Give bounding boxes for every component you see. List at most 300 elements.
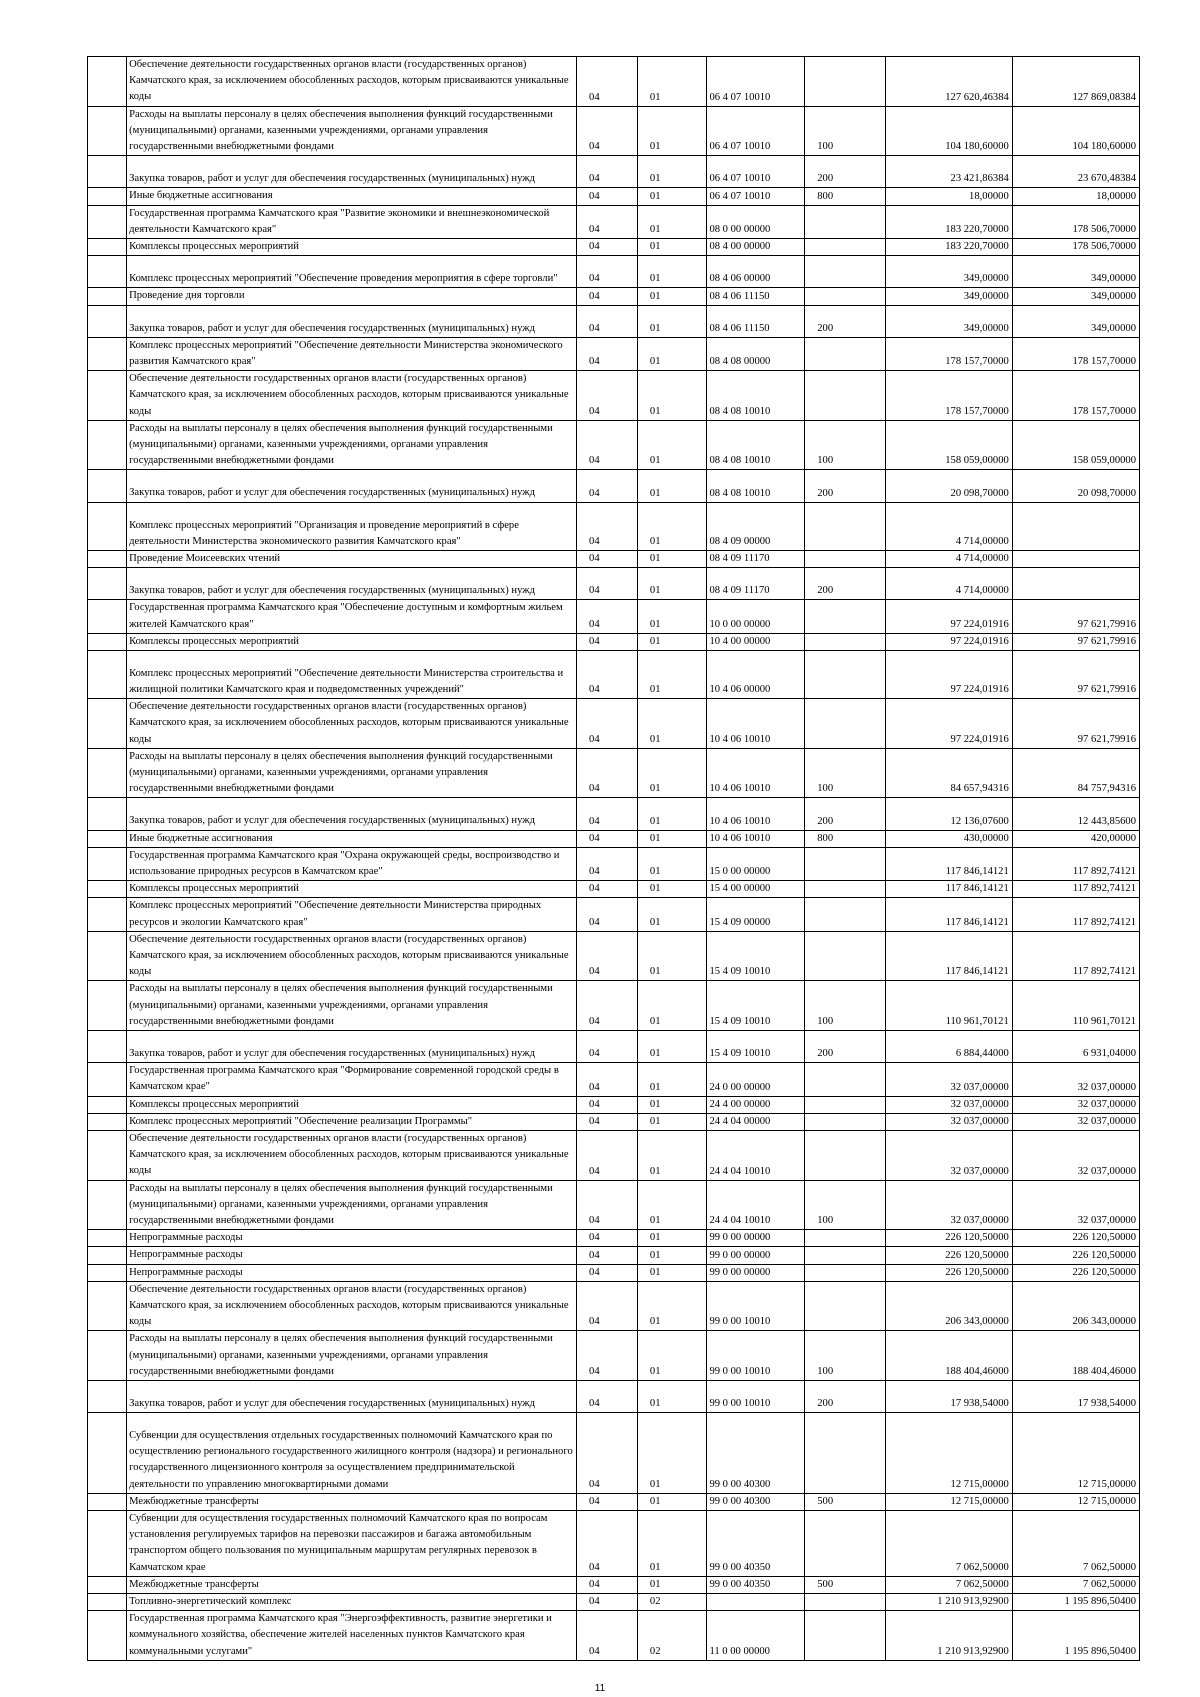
subsection-code: 01 [637, 1381, 707, 1413]
amount-year-1: 349,00000 [885, 305, 1012, 337]
empty-cell [88, 1510, 127, 1576]
section-code: 04 [577, 981, 638, 1031]
target-article-code: 08 4 09 11170 [707, 550, 805, 567]
subsection-code: 01 [637, 106, 707, 156]
row-name: Расходы на выплаты персоналу в целях обеспечения выполнения функций государственными (муниципальными) органами, казенными учреждениями, органами управления государственными внебюджетными фондами [127, 981, 577, 1031]
amount-year-1: 1 210 913,92900 [885, 1594, 1012, 1611]
row-name: Государственная программа Камчатского края "Развитие экономики и внешнеэкономической деятельности Камчатского края" [127, 205, 577, 238]
empty-cell [88, 600, 127, 633]
amount-year-2: 32 037,00000 [1012, 1063, 1139, 1096]
subsection-code: 01 [637, 931, 707, 981]
amount-year-1: 430,00000 [885, 830, 1012, 847]
amount-year-1: 12 715,00000 [885, 1493, 1012, 1510]
section-code: 04 [577, 106, 638, 156]
table-row [88, 699, 1140, 749]
target-article-code: 99 0 00 00000 [707, 1247, 805, 1264]
table-row [88, 830, 1140, 847]
subsection-code: 01 [637, 188, 707, 205]
amount-year-1: 4 714,00000 [885, 550, 1012, 567]
empty-cell [88, 748, 127, 798]
section-code: 04 [577, 1230, 638, 1247]
row-name: Государственная программа Камчатского края "Энергоэффективность, развитие энергетики и коммунального хозяйства, обеспечение жителей населенных пунктов Камчатского края коммунальными услугами" [127, 1611, 577, 1661]
expense-type-code [805, 1247, 885, 1264]
row-name: Государственная программа Камчатского края "Обеспечение доступным и комфортным жильем жителей Камчатского края" [127, 600, 577, 633]
amount-year-2: 84 757,94316 [1012, 748, 1139, 798]
expense-type-code [805, 256, 885, 288]
empty-cell [88, 699, 127, 749]
empty-cell [88, 288, 127, 305]
empty-cell [88, 188, 127, 205]
expense-type-code [805, 1413, 885, 1494]
row-name: Иные бюджетные ассигнования [127, 830, 577, 847]
amount-year-2 [1012, 550, 1139, 567]
amount-year-2: 178 157,70000 [1012, 371, 1139, 421]
section-code: 04 [577, 470, 638, 502]
expense-type-code [805, 1510, 885, 1576]
amount-year-2: 97 621,79916 [1012, 699, 1139, 749]
row-name: Проведение дня торговли [127, 288, 577, 305]
row-name: Проведение Моисеевских чтений [127, 550, 577, 567]
amount-year-1: 178 157,70000 [885, 337, 1012, 370]
row-name: Комплексы процессных мероприятий [127, 633, 577, 650]
expense-type-code: 100 [805, 981, 885, 1031]
section-code: 04 [577, 1113, 638, 1130]
section-code: 04 [577, 1510, 638, 1576]
amount-year-2: 97 621,79916 [1012, 650, 1139, 698]
amount-year-2 [1012, 502, 1139, 550]
expense-type-code [805, 1063, 885, 1096]
expense-type-code [805, 288, 885, 305]
expense-type-code [805, 1594, 885, 1611]
target-article-code: 08 4 09 11170 [707, 568, 805, 600]
table-row [88, 337, 1140, 370]
empty-cell [88, 1381, 127, 1413]
section-code: 04 [577, 288, 638, 305]
expense-type-code [805, 1096, 885, 1113]
expense-type-code: 800 [805, 188, 885, 205]
expense-type-code: 200 [805, 568, 885, 600]
table-row [88, 881, 1140, 898]
row-name: Обеспечение деятельности государственных органов власти (государственных органов) Камчатского края, за исключением обособленных расходов, которым присваиваются уникальные коды [127, 931, 577, 981]
expense-type-code [805, 898, 885, 931]
empty-cell [88, 847, 127, 880]
row-name: Расходы на выплаты персоналу в целях обеспечения выполнения функций государственными (муниципальными) органами, казенными учреждениями, органами управления государственными внебюджетными фондами [127, 106, 577, 156]
row-name: Комплексы процессных мероприятий [127, 881, 577, 898]
table-row [88, 568, 1140, 600]
empty-cell [88, 830, 127, 847]
amount-year-2: 349,00000 [1012, 256, 1139, 288]
table-row [88, 798, 1140, 830]
expense-type-code [805, 600, 885, 633]
subsection-code: 01 [637, 156, 707, 188]
row-name: Иные бюджетные ассигнования [127, 188, 577, 205]
target-article-code: 15 4 00 00000 [707, 881, 805, 898]
row-name: Обеспечение деятельности государственных органов власти (государственных органов) Камчатского края, за исключением обособленных расходов, которым присваиваются уникальные коды [127, 1131, 577, 1181]
row-name: Непрограммные расходы [127, 1230, 577, 1247]
expense-type-code: 200 [805, 798, 885, 830]
section-code: 04 [577, 188, 638, 205]
amount-year-1: 97 224,01916 [885, 650, 1012, 698]
subsection-code: 01 [637, 568, 707, 600]
amount-year-1: 18,00000 [885, 188, 1012, 205]
expense-type-code [805, 1611, 885, 1661]
target-article-code: 99 0 00 40350 [707, 1510, 805, 1576]
empty-cell [88, 1247, 127, 1264]
amount-year-2: 12 715,00000 [1012, 1493, 1139, 1510]
amount-year-2: 1 195 896,50400 [1012, 1611, 1139, 1661]
amount-year-1: 349,00000 [885, 288, 1012, 305]
section-code: 04 [577, 898, 638, 931]
amount-year-2: 226 120,50000 [1012, 1247, 1139, 1264]
section-code: 04 [577, 1180, 638, 1230]
amount-year-1: 183 220,70000 [885, 239, 1012, 256]
empty-cell [88, 57, 127, 107]
target-article-code: 08 4 08 10010 [707, 420, 805, 470]
subsection-code: 01 [637, 256, 707, 288]
table-row [88, 600, 1140, 633]
target-article-code: 08 0 00 00000 [707, 205, 805, 238]
table-row [88, 420, 1140, 470]
table-row [88, 1381, 1140, 1413]
amount-year-2: 32 037,00000 [1012, 1096, 1139, 1113]
empty-cell [88, 568, 127, 600]
target-article-code: 06 4 07 10010 [707, 156, 805, 188]
budget-table [87, 56, 1140, 1661]
target-article-code: 10 4 06 10010 [707, 748, 805, 798]
expense-type-code [805, 57, 885, 107]
empty-cell [88, 1413, 127, 1494]
empty-cell [88, 239, 127, 256]
expense-type-code: 100 [805, 748, 885, 798]
subsection-code: 01 [637, 847, 707, 880]
subsection-code: 02 [637, 1611, 707, 1661]
subsection-code: 01 [637, 1180, 707, 1230]
target-article-code: 06 4 07 10010 [707, 57, 805, 107]
table-row [88, 847, 1140, 880]
expense-type-code [805, 1281, 885, 1331]
table-row [88, 470, 1140, 502]
table-row [88, 205, 1140, 238]
subsection-code: 01 [637, 239, 707, 256]
amount-year-2: 117 892,74121 [1012, 881, 1139, 898]
row-name: Расходы на выплаты персоналу в целях обеспечения выполнения функций государственными (муниципальными) органами, казенными учреждениями, органами управления государственными внебюджетными фондами [127, 1180, 577, 1230]
table-row [88, 748, 1140, 798]
amount-year-1: 226 120,50000 [885, 1230, 1012, 1247]
target-article-code: 99 0 00 10010 [707, 1281, 805, 1331]
table-row [88, 931, 1140, 981]
row-name: Межбюджетные трансферты [127, 1576, 577, 1593]
target-article-code: 10 4 06 10010 [707, 830, 805, 847]
section-code: 04 [577, 550, 638, 567]
amount-year-1: 117 846,14121 [885, 881, 1012, 898]
empty-cell [88, 205, 127, 238]
amount-year-2: 178 157,70000 [1012, 337, 1139, 370]
expense-type-code [805, 1264, 885, 1281]
table-row [88, 57, 1140, 107]
subsection-code: 01 [637, 898, 707, 931]
empty-cell [88, 1131, 127, 1181]
target-article-code: 24 4 04 10010 [707, 1131, 805, 1181]
target-article-code: 15 4 09 00000 [707, 898, 805, 931]
subsection-code: 01 [637, 699, 707, 749]
expense-type-code: 100 [805, 420, 885, 470]
amount-year-1: 97 224,01916 [885, 699, 1012, 749]
section-code: 04 [577, 600, 638, 633]
expense-type-code [805, 931, 885, 981]
empty-cell [88, 156, 127, 188]
amount-year-1: 32 037,00000 [885, 1096, 1012, 1113]
subsection-code: 01 [637, 633, 707, 650]
section-code: 04 [577, 1063, 638, 1096]
expense-type-code [805, 550, 885, 567]
table-row [88, 188, 1140, 205]
empty-cell [88, 502, 127, 550]
amount-year-2: 32 037,00000 [1012, 1113, 1139, 1130]
section-code: 04 [577, 1611, 638, 1661]
row-name: Обеспечение деятельности государственных органов власти (государственных органов) Камчатского края, за исключением обособленных расходов, которым присваиваются уникальные коды [127, 1281, 577, 1331]
empty-cell [88, 1180, 127, 1230]
target-article-code: 99 0 00 00000 [707, 1230, 805, 1247]
section-code: 04 [577, 1096, 638, 1113]
table-row [88, 371, 1140, 421]
subsection-code: 01 [637, 205, 707, 238]
row-name: Непрограммные расходы [127, 1264, 577, 1281]
row-name: Межбюджетные трансферты [127, 1493, 577, 1510]
expense-type-code [805, 1113, 885, 1130]
empty-cell [88, 1063, 127, 1096]
amount-year-2: 110 961,70121 [1012, 981, 1139, 1031]
expense-type-code [805, 699, 885, 749]
amount-year-2: 97 621,79916 [1012, 633, 1139, 650]
subsection-code: 01 [637, 337, 707, 370]
section-code: 04 [577, 881, 638, 898]
amount-year-2: 32 037,00000 [1012, 1131, 1139, 1181]
subsection-code: 01 [637, 1230, 707, 1247]
section-code: 04 [577, 502, 638, 550]
amount-year-1: 127 620,46384 [885, 57, 1012, 107]
section-code: 04 [577, 420, 638, 470]
table-row [88, 1063, 1140, 1096]
empty-cell [88, 1611, 127, 1661]
amount-year-2: 6 931,04000 [1012, 1031, 1139, 1063]
target-article-code: 24 4 04 10010 [707, 1180, 805, 1230]
expense-type-code: 200 [805, 156, 885, 188]
row-name: Закупка товаров, работ и услуг для обеспечения государственных (муниципальных) нужд [127, 798, 577, 830]
target-article-code: 15 4 09 10010 [707, 1031, 805, 1063]
amount-year-2: 178 506,70000 [1012, 239, 1139, 256]
section-code: 04 [577, 699, 638, 749]
amount-year-2: 12 715,00000 [1012, 1413, 1139, 1494]
target-article-code: 10 4 06 10010 [707, 699, 805, 749]
empty-cell [88, 1594, 127, 1611]
section-code: 04 [577, 1576, 638, 1593]
empty-cell [88, 470, 127, 502]
section-code: 04 [577, 1594, 638, 1611]
empty-cell [88, 1264, 127, 1281]
subsection-code: 01 [637, 1264, 707, 1281]
table-row [88, 1131, 1140, 1181]
table-row [88, 1180, 1140, 1230]
subsection-code: 01 [637, 881, 707, 898]
row-name: Закупка товаров, работ и услуг для обеспечения государственных (муниципальных) нужд [127, 1031, 577, 1063]
target-article-code [707, 1594, 805, 1611]
amount-year-1: 110 961,70121 [885, 981, 1012, 1031]
amount-year-1: 12 136,07600 [885, 798, 1012, 830]
subsection-code: 01 [637, 550, 707, 567]
subsection-code: 01 [637, 1247, 707, 1264]
amount-year-2: 117 892,74121 [1012, 931, 1139, 981]
target-article-code: 08 4 09 00000 [707, 502, 805, 550]
expense-type-code [805, 205, 885, 238]
empty-cell [88, 898, 127, 931]
amount-year-1: 117 846,14121 [885, 847, 1012, 880]
empty-cell [88, 371, 127, 421]
table-row [88, 1230, 1140, 1247]
row-name: Закупка товаров, работ и услуг для обеспечения государственных (муниципальных) нужд [127, 568, 577, 600]
expense-type-code [805, 847, 885, 880]
budget-table-body [88, 57, 1140, 1661]
target-article-code: 08 4 08 10010 [707, 371, 805, 421]
target-article-code: 15 4 09 10010 [707, 931, 805, 981]
amount-year-1: 117 846,14121 [885, 931, 1012, 981]
empty-cell [88, 337, 127, 370]
row-name: Комплексы процессных мероприятий [127, 239, 577, 256]
row-name: Комплекс процессных мероприятий "Организация и проведение мероприятий в сфере деятельности Министерства экономического развития Камчатского края" [127, 502, 577, 550]
table-row [88, 305, 1140, 337]
section-code: 04 [577, 748, 638, 798]
table-row [88, 239, 1140, 256]
table-row [88, 981, 1140, 1031]
row-name: Расходы на выплаты персоналу в целях обеспечения выполнения функций государственными (муниципальными) органами, казенными учреждениями, органами управления государственными внебюджетными фондами [127, 1331, 577, 1381]
section-code: 04 [577, 650, 638, 698]
expense-type-code [805, 633, 885, 650]
section-code: 04 [577, 798, 638, 830]
amount-year-2: 127 869,08384 [1012, 57, 1139, 107]
amount-year-2: 1 195 896,50400 [1012, 1594, 1139, 1611]
table-row [88, 156, 1140, 188]
empty-cell [88, 305, 127, 337]
amount-year-2: 97 621,79916 [1012, 600, 1139, 633]
table-row [88, 1331, 1140, 1381]
amount-year-2: 117 892,74121 [1012, 847, 1139, 880]
amount-year-1: 32 037,00000 [885, 1131, 1012, 1181]
subsection-code: 01 [637, 1063, 707, 1096]
section-code: 04 [577, 1031, 638, 1063]
row-name: Расходы на выплаты персоналу в целях обеспечения выполнения функций государственными (муниципальными) органами, казенными учреждениями, органами управления государственными внебюджетными фондами [127, 420, 577, 470]
subsection-code: 01 [637, 798, 707, 830]
amount-year-2: 349,00000 [1012, 305, 1139, 337]
row-name: Закупка товаров, работ и услуг для обеспечения государственных (муниципальных) нужд [127, 1381, 577, 1413]
empty-cell [88, 106, 127, 156]
row-name: Обеспечение деятельности государственных органов власти (государственных органов) Камчатского края, за исключением обособленных расходов, которым присваиваются уникальные коды [127, 699, 577, 749]
empty-cell [88, 256, 127, 288]
subsection-code: 01 [637, 748, 707, 798]
table-row [88, 288, 1140, 305]
expense-type-code [805, 1131, 885, 1181]
target-article-code: 10 0 00 00000 [707, 600, 805, 633]
amount-year-1: 23 421,86384 [885, 156, 1012, 188]
target-article-code: 10 4 06 10010 [707, 798, 805, 830]
amount-year-1: 183 220,70000 [885, 205, 1012, 238]
table-row [88, 1264, 1140, 1281]
empty-cell [88, 981, 127, 1031]
amount-year-1: 97 224,01916 [885, 600, 1012, 633]
empty-cell [88, 650, 127, 698]
table-row [88, 650, 1140, 698]
amount-year-1: 226 120,50000 [885, 1264, 1012, 1281]
expense-type-code: 500 [805, 1576, 885, 1593]
subsection-code: 01 [637, 502, 707, 550]
target-article-code: 15 4 09 10010 [707, 981, 805, 1031]
expense-type-code [805, 502, 885, 550]
amount-year-2: 349,00000 [1012, 288, 1139, 305]
table-row [88, 550, 1140, 567]
empty-cell [88, 633, 127, 650]
subsection-code: 01 [637, 1031, 707, 1063]
amount-year-1: 226 120,50000 [885, 1247, 1012, 1264]
target-article-code: 08 4 08 00000 [707, 337, 805, 370]
expense-type-code: 200 [805, 470, 885, 502]
empty-cell [88, 550, 127, 567]
row-name: Субвенции для осуществления государственных полномочий Камчатского края по вопросам установления регулируемых тарифов на перевозки пассажиров и багажа автомобильным транспортом общего пользования по муниципальным маршрутам регулярных перевозок в Камчатском крае [127, 1510, 577, 1576]
amount-year-1: 17 938,54000 [885, 1381, 1012, 1413]
expense-type-code [805, 881, 885, 898]
expense-type-code: 800 [805, 830, 885, 847]
amount-year-1: 178 157,70000 [885, 371, 1012, 421]
section-code: 04 [577, 156, 638, 188]
subsection-code: 01 [637, 1510, 707, 1576]
row-name: Топливно-энергетический комплекс [127, 1594, 577, 1611]
amount-year-1: 32 037,00000 [885, 1063, 1012, 1096]
row-name: Комплекс процессных мероприятий "Обеспечение реализации Программы" [127, 1113, 577, 1130]
subsection-code: 01 [637, 1096, 707, 1113]
subsection-code: 01 [637, 420, 707, 470]
amount-year-1: 117 846,14121 [885, 898, 1012, 931]
amount-year-2: 7 062,50000 [1012, 1510, 1139, 1576]
empty-cell [88, 1096, 127, 1113]
subsection-code: 01 [637, 1413, 707, 1494]
row-name: Закупка товаров, работ и услуг для обеспечения государственных (муниципальных) нужд [127, 470, 577, 502]
subsection-code: 01 [637, 288, 707, 305]
expense-type-code [805, 1230, 885, 1247]
table-row [88, 1594, 1140, 1611]
section-code: 04 [577, 1331, 638, 1381]
amount-year-2: 23 670,48384 [1012, 156, 1139, 188]
empty-cell [88, 420, 127, 470]
table-row [88, 898, 1140, 931]
empty-cell [88, 1576, 127, 1593]
empty-cell [88, 798, 127, 830]
subsection-code: 01 [637, 1331, 707, 1381]
row-name: Обеспечение деятельности государственных органов власти (государственных органов) Камчатского края, за исключением обособленных расходов, которым присваиваются уникальные коды [127, 371, 577, 421]
section-code: 04 [577, 256, 638, 288]
section-code: 04 [577, 1247, 638, 1264]
target-article-code: 08 4 08 10010 [707, 470, 805, 502]
amount-year-1: 104 180,60000 [885, 106, 1012, 156]
row-name: Комплекс процессных мероприятий "Обеспечение деятельности Министерства строительства и жилищной политики Камчатского края и подведомственных учреждений" [127, 650, 577, 698]
amount-year-2: 178 506,70000 [1012, 205, 1139, 238]
row-name: Обеспечение деятельности государственных органов власти (государственных органов) Камчатского края, за исключением обособленных расходов, которым присваиваются уникальные коды [127, 57, 577, 107]
row-name: Расходы на выплаты персоналу в целях обеспечения выполнения функций государственными (муниципальными) органами, казенными учреждениями, органами управления государственными внебюджетными фондами [127, 748, 577, 798]
amount-year-2: 117 892,74121 [1012, 898, 1139, 931]
target-article-code: 10 4 00 00000 [707, 633, 805, 650]
subsection-code: 01 [637, 1113, 707, 1130]
amount-year-2: 226 120,50000 [1012, 1264, 1139, 1281]
section-code: 04 [577, 337, 638, 370]
target-article-code: 99 0 00 40300 [707, 1493, 805, 1510]
amount-year-1: 32 037,00000 [885, 1180, 1012, 1230]
amount-year-1: 349,00000 [885, 256, 1012, 288]
